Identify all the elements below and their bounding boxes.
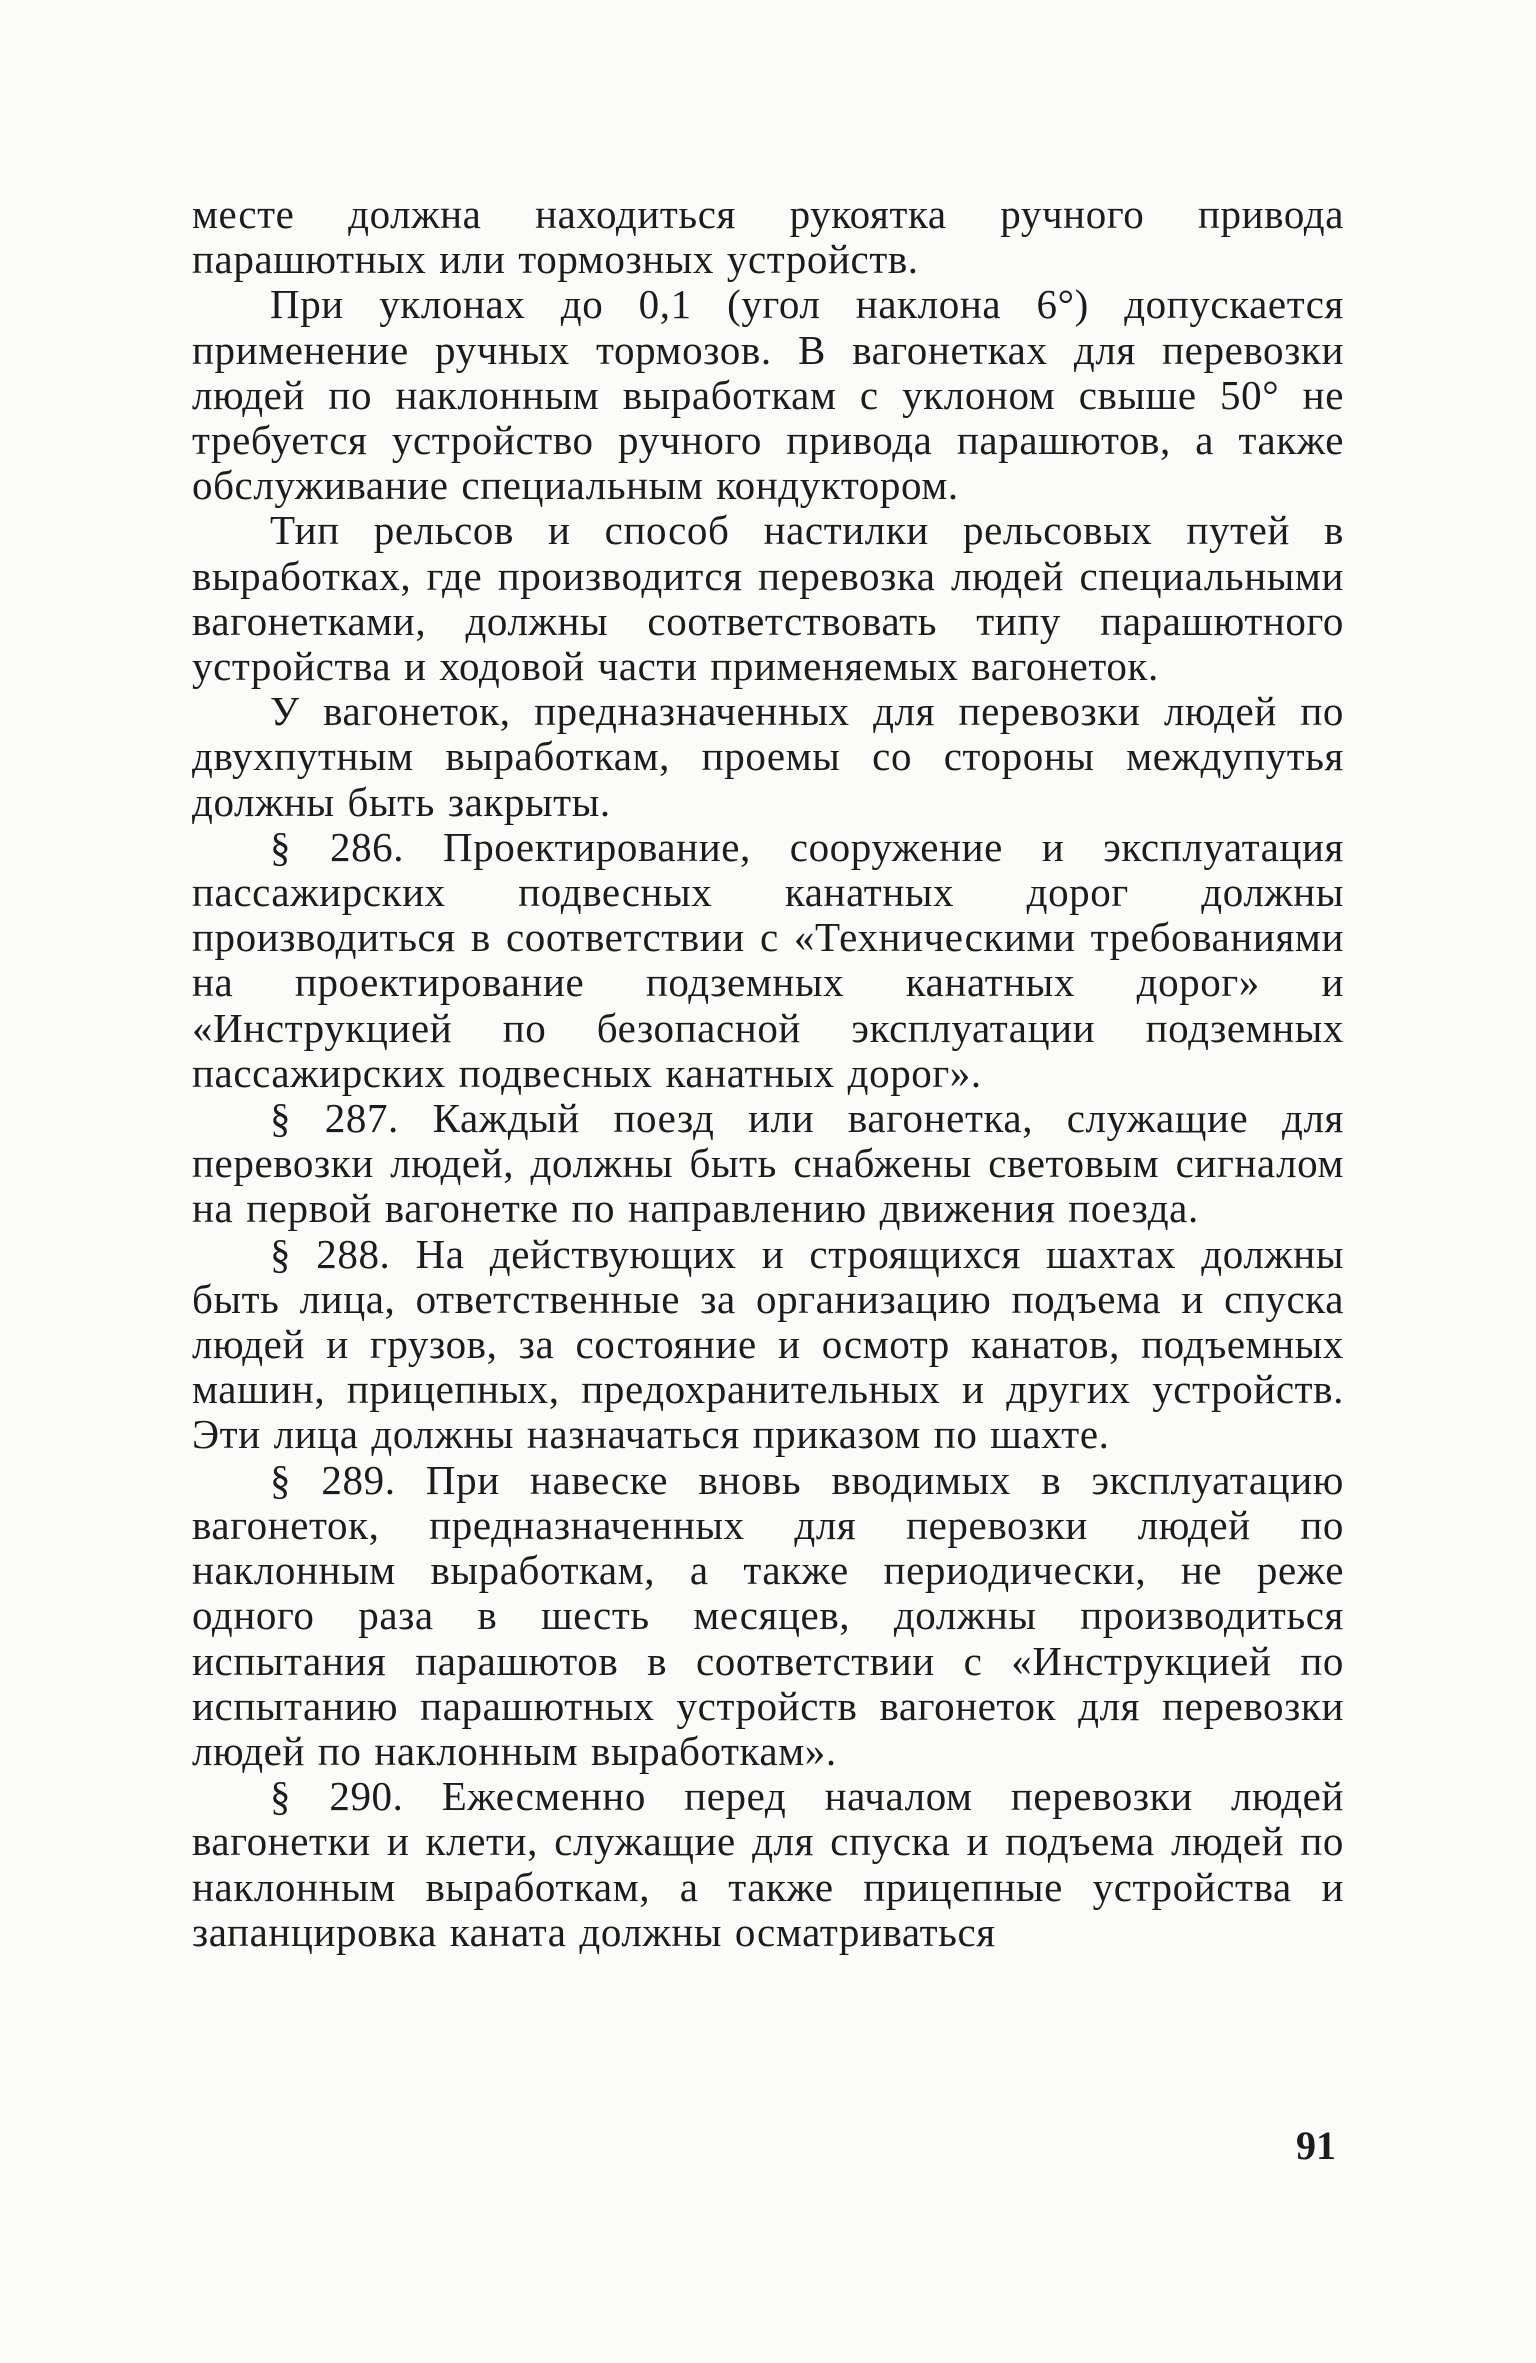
- paragraph-rail-type: Тип рельсов и способ настилки рельсовых путей в выработках, где производится перевозка людей специальными вагонетками, должны соответствовать типу парашютного устройства и ходовой части применяемых вагонеток.: [192, 507, 1344, 690]
- section-286: § 286. Проектирование, сооружение и эксплуатация пассажирских подвесных канатных дорог должны производиться в соответствии с «Техническими требованиями на проектирование подземных канатных дорог» и «Инструкцией по безопасной эксплуатации подземных пассажирских подвесных канатных дорог».: [192, 823, 1344, 1096]
- paragraph-manual-brakes: При уклонах до 0,1 (угол наклона 6°) допускается применение ручных тормозов. В вагонетках для перевозки людей по наклонным выработкам с уклоном свыше 50° не требуется устройство ручного привода парашютов, а также обслуживание специальным кондуктором.: [192, 281, 1344, 509]
- section-289: § 289. При навеске вновь вводимых в эксплуатацию вагонеток, предназначенных для перевозки людей по наклонным выработкам, а также периодически, не реже одного раза в шесть месяцев, должны производиться испытания парашютов в соответствии с «Инструкцией по испытанию парашютных устройств вагонеток для перевозки людей по наклонным выработкам».: [192, 1456, 1344, 1774]
- section-287: § 287. Каждый поезд или вагонетка, служащие для перевозки людей, должны быть снабжены световым сигналом на первой вагонетке по направлению движения поезда.: [192, 1095, 1344, 1232]
- section-290: § 290. Ежесменно перед началом перевозки людей вагонетки и клети, служащие для спуска и подъема людей по наклонным выработкам, а также прицепные устройства и запанцировка каната должны осматриваться: [192, 1773, 1344, 1955]
- section-288: § 288. На действующих и строящихся шахтах должны быть лица, ответственные за организацию подъема и спуска людей и грузов, за состояние и осмотр канатов, подъемных машин, прицепных, предохранительных и других устройств. Эти лица должны назначаться приказом по шахте.: [192, 1230, 1344, 1458]
- paragraph-double-track: У вагонеток, предназначенных для перевозки людей по двухпутным выработкам, проемы со стороны междупутья должны быть закрыты.: [192, 688, 1344, 825]
- page-number: 91: [1296, 2123, 1336, 2168]
- body-text: [192, 192, 1344, 1955]
- paragraph-continuation: месте должна находиться рукоятка ручного привода парашютных или тормозных устройств.: [192, 191, 1344, 283]
